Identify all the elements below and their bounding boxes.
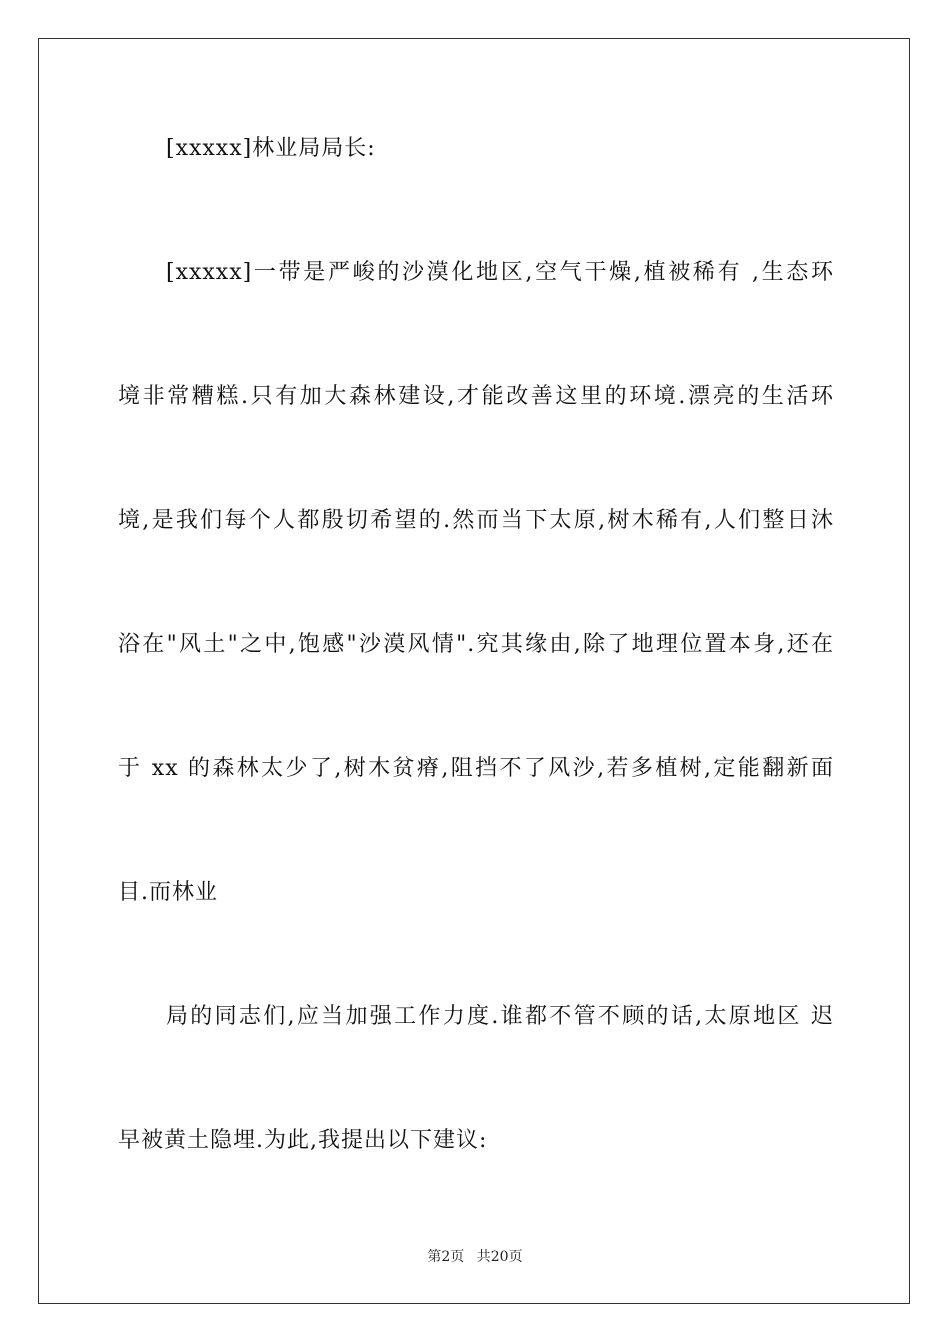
paragraph-line-7: 局的同志们,应当加强工作力度.谁都不管不顾的话,太原地区 迟 [166,1004,834,1029]
paragraph-line-6: 目.而林业 [118,880,218,905]
paragraph-line-5: 于 xx 的森林太少了,树木贫瘠,阻挡不了风沙,若多植树,定能翻新面 [118,756,834,781]
page-footer [0,1248,950,1266]
paragraph-line-1: [xxxxx]一带是严峻的沙漠化地区,空气干燥,植被稀有 ,生态环 [166,260,834,285]
salutation: [xxxxx]林业局局长: [166,136,376,161]
page-total: 共20页 [476,1249,523,1265]
paragraph-line-2: 境非常糟糕.只有加大森林建设,才能改善这里的环境.漂亮的生活环 [118,384,834,409]
page-border [38,38,910,1304]
paragraph-line-3: 境,是我们每个人都殷切希望的.然而当下太原,树木稀有,人们整日沐 [118,508,834,533]
page-number: 第2页 [427,1249,465,1265]
paragraph-line-4: 浴在"风土"之中,饱感"沙漠风情".究其缘由,除了地理位置本身,还在 [118,632,834,657]
paragraph-line-8: 早被黄土隐埋.为此,我提出以下建议: [118,1128,488,1153]
